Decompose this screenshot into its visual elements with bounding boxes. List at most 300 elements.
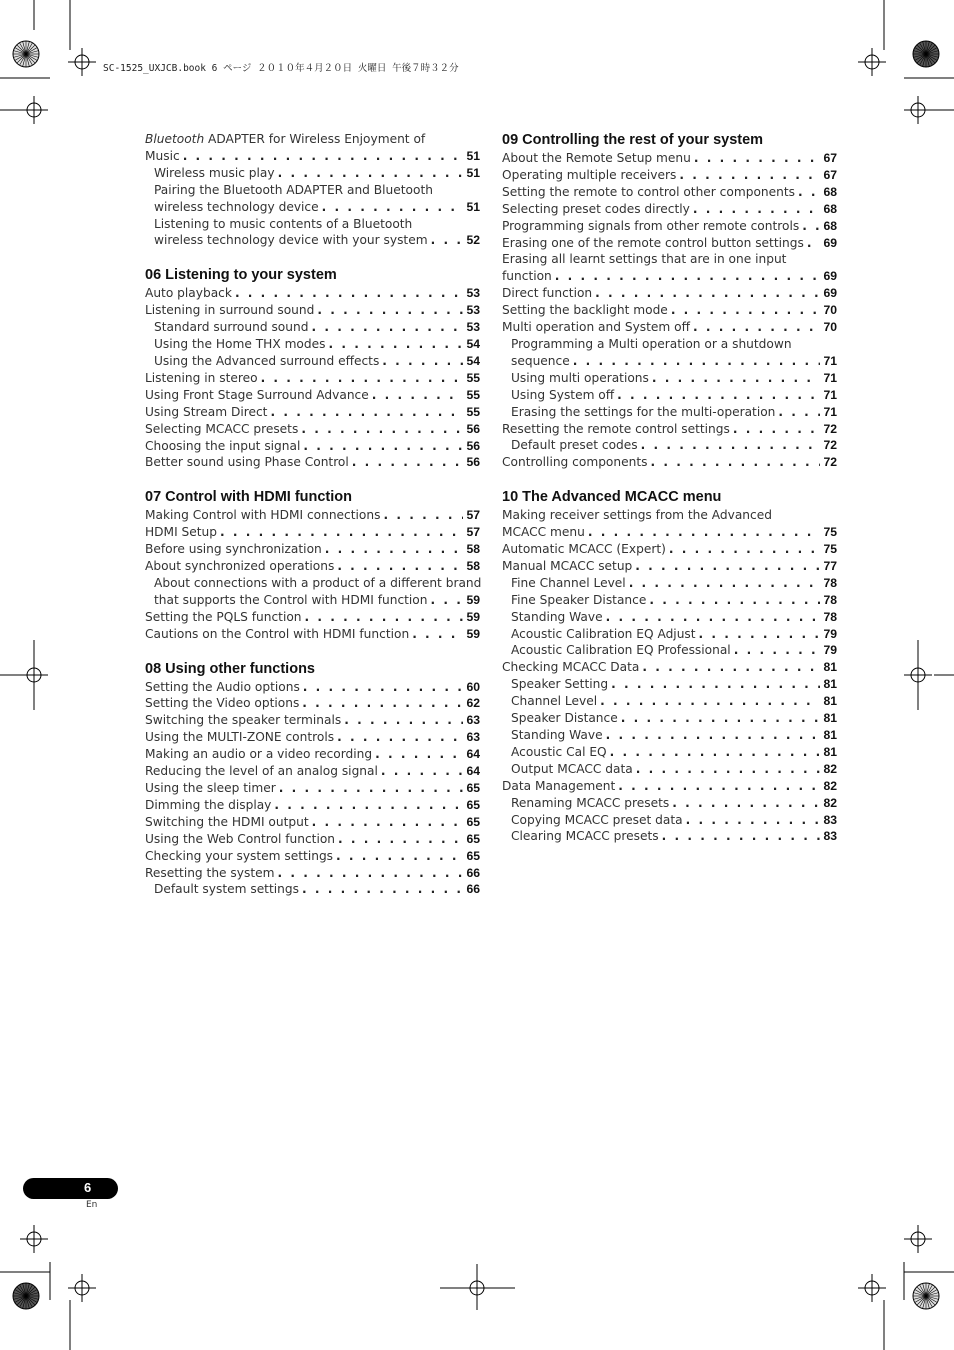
toc-entry-title: Automatic MCACC (Expert) <box>502 542 666 557</box>
toc-entry-title: Data Management <box>502 778 616 793</box>
toc-entry-title: About synchronized operations <box>145 559 335 574</box>
toc-entry[interactable] <box>145 831 480 848</box>
toc-entry-title: Clearing MCACC presets <box>511 829 659 844</box>
toc-entry-title: Using the MULTI-ZONE controls <box>145 730 335 745</box>
toc-page-number: 54 <box>466 337 480 352</box>
toc-entry[interactable] <box>145 524 480 541</box>
toc-entry[interactable] <box>145 507 480 524</box>
toc-entry-title: Selecting preset codes directly <box>502 201 690 216</box>
toc-leader-dots <box>277 865 463 882</box>
toc-page-number: 53 <box>466 320 480 335</box>
toc-page-number: 72 <box>823 455 837 470</box>
toc-entry[interactable] <box>145 609 480 626</box>
toc-leader-dots <box>636 761 821 778</box>
toc-leader-dots <box>381 763 464 780</box>
toc-leader-dots <box>641 437 821 454</box>
toc-entry-line: Pairing the Bluetooth ADAPTER and Bluetooth <box>154 182 433 197</box>
toc-page-number: 78 <box>823 592 837 607</box>
toc-entry-title: Dimming the display <box>145 797 272 812</box>
toc-entry[interactable] <box>502 370 837 387</box>
toc-entry[interactable] <box>145 695 480 712</box>
toc-entry[interactable] <box>502 167 837 184</box>
toc-page-number: 54 <box>466 353 480 368</box>
toc-page-number: 81 <box>823 744 837 759</box>
toc-entry-line: Programming a Multi operation or a shutdown <box>511 336 792 351</box>
toc-entry-title: HDMI Setup <box>145 525 218 540</box>
toc-leader-dots <box>431 592 464 609</box>
toc-leader-dots <box>303 679 464 696</box>
toc-entry-title: Erasing the settings for the multi-operation <box>511 404 776 419</box>
toc-entry[interactable] <box>502 575 837 592</box>
toc-page-number: 56 <box>466 455 480 470</box>
toc-leader-dots <box>671 302 821 319</box>
toc-entry[interactable] <box>145 712 480 729</box>
toc-page-number: 78 <box>823 575 837 590</box>
toc-entry[interactable] <box>502 795 837 812</box>
toc-entry-title: MCACC menu <box>502 525 585 540</box>
toc-leader-dots <box>317 302 463 319</box>
toc-leader-dots <box>802 218 820 235</box>
toc-entry[interactable] <box>502 592 837 609</box>
toc-page-number: 83 <box>823 829 837 844</box>
toc-entry[interactable] <box>145 285 480 302</box>
toc-page-number: 55 <box>466 387 480 402</box>
toc-leader-dots <box>431 232 464 249</box>
toc-entry[interactable] <box>145 182 480 216</box>
toc-entry-line: About connections with a product of a different brand <box>154 575 482 590</box>
toc-entry[interactable] <box>145 865 480 882</box>
page-language: En <box>86 1200 98 1210</box>
toc-entry-title: Acoustic Calibration EQ Professional <box>511 643 731 658</box>
toc-leader-dots <box>573 353 821 370</box>
toc-page-number: 83 <box>823 812 837 827</box>
toc-page-number: 63 <box>466 713 480 728</box>
toc-entry-title: Switching the HDMI output <box>145 814 309 829</box>
toc-entry[interactable] <box>502 319 837 336</box>
toc-leader-dots <box>606 609 821 626</box>
toc-entry[interactable] <box>502 626 837 643</box>
toc-entry[interactable] <box>502 184 837 201</box>
toc-entry-title: Standing Wave <box>511 609 603 624</box>
toc-leader-dots <box>312 814 464 831</box>
toc-leader-dots <box>679 167 820 184</box>
toc-page-number: 70 <box>823 303 837 318</box>
toc-leader-dots <box>302 695 463 712</box>
toc-entry-title: Setting the Audio options <box>145 679 300 694</box>
toc-page-number: 71 <box>823 353 837 368</box>
toc-entry[interactable] <box>502 659 837 676</box>
toc-page-number: 81 <box>823 660 837 675</box>
toc-entry-title: Acoustic Cal EQ <box>511 744 607 759</box>
toc-entry-title: wireless technology device <box>154 199 319 214</box>
toc-page-number: 56 <box>466 438 480 453</box>
toc-leader-dots <box>338 831 463 848</box>
toc-entry[interactable] <box>502 507 837 541</box>
toc-leader-dots <box>606 727 821 744</box>
toc-leader-dots <box>261 370 464 387</box>
toc-entry-title: Listening in stereo <box>145 370 258 385</box>
toc-entry[interactable] <box>145 165 480 182</box>
toc-section <box>502 488 837 845</box>
toc-entry[interactable] <box>145 216 480 250</box>
toc-page-number: 71 <box>823 370 837 385</box>
toc-entry-title: Speaker Setting <box>511 677 609 692</box>
toc-entry[interactable] <box>145 353 480 370</box>
toc-entry-title: Default preset codes <box>511 438 638 453</box>
toc-entry-title: Controlling components <box>502 455 648 470</box>
toc-leader-dots <box>303 438 463 455</box>
toc-page-number: 68 <box>823 218 837 233</box>
toc-entry[interactable] <box>502 828 837 845</box>
toc-entry-title: Resetting the remote control settings <box>502 421 730 436</box>
toc-section <box>145 660 480 899</box>
toc-leader-dots <box>302 881 463 898</box>
toc-page-number: 71 <box>823 387 837 402</box>
toc-entry-title: Setting the remote to control other components <box>502 184 795 199</box>
toc-leader-dots <box>652 370 821 387</box>
toc-entry-line: Listening to music contents of a Bluetooth <box>154 216 413 231</box>
toc-entry[interactable] <box>145 679 480 696</box>
toc-entry-title: Multi operation and System off <box>502 320 691 335</box>
toc-entry-title: Switching the speaker terminals <box>145 713 342 728</box>
toc-entry[interactable] <box>145 454 480 471</box>
toc-page-number: 65 <box>466 814 480 829</box>
toc-page-number: 57 <box>466 525 480 540</box>
toc-entry-title: Reducing the level of an analog signal <box>145 764 378 779</box>
toc-page-number: 69 <box>823 286 837 301</box>
toc-entry[interactable] <box>502 454 837 471</box>
toc-page-number: 53 <box>466 286 480 301</box>
toc-entry[interactable] <box>502 218 837 235</box>
toc-page-number: 82 <box>823 795 837 810</box>
toc-leader-dots <box>807 235 821 252</box>
toc-entry-title: Using Stream Direct <box>145 404 268 419</box>
toc-entry-title: Channel Level <box>511 694 598 709</box>
section-title[interactable]: 06 Listening to your system <box>145 267 337 284</box>
toc-page-number: 51 <box>466 165 480 180</box>
toc-entry-title: Operating multiple receivers <box>502 167 677 182</box>
toc-page-number: 81 <box>823 711 837 726</box>
toc-entry-title: Cautions on the Control with HDMI function <box>145 626 410 641</box>
toc-entry[interactable] <box>145 370 480 387</box>
toc-page-number: 59 <box>466 626 480 641</box>
toc-page-number: 79 <box>823 626 837 641</box>
toc-entry-title: Listening in surround sound <box>145 303 315 318</box>
toc-entry[interactable] <box>502 642 837 659</box>
toc-leader-dots <box>344 712 463 729</box>
toc-entry[interactable] <box>502 201 837 218</box>
toc-entry-italic: Bluetooth <box>145 132 205 146</box>
toc-entry[interactable] <box>145 404 480 421</box>
toc-entry-title: wireless technology device with your system <box>154 233 428 248</box>
toc-leader-dots <box>672 795 820 812</box>
toc-page-number: 81 <box>823 677 837 692</box>
toc-leader-dots <box>611 676 820 693</box>
toc-entry-title: Checking your system settings <box>145 848 334 863</box>
toc-page-number: 53 <box>466 303 480 318</box>
toc-leader-dots <box>305 609 464 626</box>
toc-leader-dots <box>621 710 821 727</box>
toc-entry-title: Default system settings <box>154 882 299 897</box>
page-number-tab <box>23 1178 118 1199</box>
toc-entry[interactable] <box>145 746 480 763</box>
toc-entry-title: Making an audio or a video recording <box>145 747 373 762</box>
toc-entry[interactable] <box>502 235 837 252</box>
toc-leader-dots <box>274 797 463 814</box>
toc-entry-title: Using Front Stage Surround Advance <box>145 387 369 402</box>
toc-leader-dots <box>798 184 820 201</box>
page-number: 6 <box>84 1180 92 1195</box>
toc-leader-dots <box>270 404 463 421</box>
toc-entry-title: Setting the PQLS function <box>145 609 302 624</box>
toc-leader-dots <box>669 541 821 558</box>
toc-page-number: 58 <box>466 559 480 574</box>
toc-entry-title: Using the Advanced surround effects <box>154 353 380 368</box>
toc-entry-title: About the Remote Setup menu <box>502 151 691 165</box>
toc-entry[interactable] <box>502 421 837 438</box>
toc-entry-title: function <box>502 269 552 284</box>
toc-section <box>145 488 480 642</box>
toc-entry[interactable] <box>502 778 837 795</box>
toc-page-number: 60 <box>466 679 480 694</box>
toc-page-number: 81 <box>823 694 837 709</box>
toc-entry-title: Wireless music play <box>154 165 275 180</box>
toc-entry-title: Using the Home THX modes <box>154 337 326 352</box>
section-title[interactable]: 10 The Advanced MCACC menu <box>502 489 722 506</box>
toc-page-number: 69 <box>823 235 837 250</box>
toc-page-number: 59 <box>466 609 480 624</box>
toc-entry-title: Output MCACC data <box>511 761 633 776</box>
toc-page-number: 65 <box>466 781 480 795</box>
toc-entry[interactable] <box>502 541 837 558</box>
toc-right-column <box>502 131 837 862</box>
toc-entry[interactable] <box>145 131 480 165</box>
toc-entry[interactable] <box>502 727 837 744</box>
toc-entry[interactable] <box>145 438 480 455</box>
print-header: SC-1525_UXJCB.book 6 ページ ２０１０年４月２０日 火曜日 午後７時３２分 <box>103 63 459 74</box>
toc-page-number: 59 <box>466 592 480 607</box>
toc-leader-dots <box>610 744 821 761</box>
toc-leader-dots <box>183 148 464 165</box>
toc-page-number: 75 <box>823 542 837 557</box>
toc-entry-title: sequence <box>511 353 570 368</box>
toc-entry[interactable] <box>145 319 480 336</box>
toc-entry-title: Using the Web Control function <box>145 831 336 846</box>
toc-leader-dots <box>699 626 821 643</box>
toc-leader-dots <box>662 828 821 845</box>
toc-entry[interactable] <box>145 387 480 404</box>
toc-leader-dots <box>311 319 463 336</box>
toc-leader-dots <box>635 558 820 575</box>
toc-page-number: 81 <box>823 728 837 742</box>
toc-page-number: 72 <box>823 438 837 453</box>
toc-page-number: 65 <box>466 831 480 846</box>
toc-entry[interactable] <box>502 336 837 370</box>
toc-section <box>145 266 480 471</box>
toc-leader-dots <box>301 421 463 438</box>
toc-entry[interactable] <box>145 797 480 814</box>
toc-page-number: 75 <box>823 525 837 540</box>
toc-entry-title: Using System off <box>511 387 615 402</box>
toc-entry-title: Better sound using Phase Control <box>145 455 349 470</box>
toc-leader-dots <box>337 729 463 746</box>
toc-entry[interactable] <box>145 558 480 575</box>
toc-entry[interactable] <box>502 404 837 421</box>
toc-leader-dots <box>383 507 463 524</box>
toc-entry[interactable] <box>502 558 837 575</box>
toc-entry[interactable] <box>502 744 837 761</box>
toc-page-number: 58 <box>466 542 480 557</box>
toc-entry-title: Using the sleep timer <box>145 781 276 795</box>
toc-entry-title: Music <box>145 148 180 163</box>
toc-page-number: 55 <box>466 404 480 419</box>
toc-leader-dots <box>278 165 464 182</box>
toc-entry[interactable] <box>145 575 480 609</box>
toc-entry[interactable] <box>145 881 480 898</box>
toc-page-number: 82 <box>823 761 837 776</box>
toc-leader-dots <box>693 319 820 336</box>
toc-leader-dots <box>328 336 463 353</box>
toc-page-number: 57 <box>466 508 480 523</box>
toc-page-number: 70 <box>823 320 837 335</box>
toc-entry-title: that supports the Control with HDMI function <box>154 592 428 607</box>
toc-entry[interactable] <box>145 780 480 797</box>
toc-entry-title: Direct function <box>502 286 593 301</box>
toc-leader-dots <box>337 558 463 575</box>
toc-entry-title: Auto playback <box>145 286 232 301</box>
toc-page-number: 71 <box>823 404 837 419</box>
toc-entry[interactable] <box>502 437 837 454</box>
toc-leader-dots <box>733 421 821 438</box>
toc-page-number: 68 <box>823 184 837 199</box>
toc-leader-dots <box>694 150 821 167</box>
toc-leader-dots <box>555 268 821 285</box>
toc-leader-dots <box>375 746 463 763</box>
toc-page-number: 67 <box>823 151 837 165</box>
toc-leader-dots <box>412 626 463 643</box>
toc-entry[interactable] <box>502 285 837 302</box>
toc-page-number: 72 <box>823 421 837 436</box>
toc-leader-dots <box>279 780 464 797</box>
toc-entry-title: Standard surround sound <box>154 320 309 335</box>
toc-leader-dots <box>778 404 820 421</box>
toc-leader-dots <box>352 454 464 471</box>
toc-entry[interactable] <box>145 302 480 319</box>
toc-entry-title: Manual MCACC setup <box>502 558 633 573</box>
toc-entry[interactable] <box>145 336 480 353</box>
toc-entry-title: Setting the backlight mode <box>502 303 668 318</box>
section-title[interactable]: 09 Controlling the rest of your system <box>502 132 764 148</box>
toc-entry-text: ADAPTER for Wireless Enjoyment of <box>204 132 426 146</box>
toc-entry-title: Erasing one of the remote control button settings <box>502 235 804 250</box>
toc-entry[interactable] <box>502 387 837 404</box>
toc-entry[interactable] <box>502 150 837 167</box>
toc-leader-dots <box>629 575 821 592</box>
toc-entry[interactable] <box>145 763 480 780</box>
toc-leader-dots <box>617 387 820 404</box>
toc-page-number: 82 <box>823 778 837 793</box>
toc-entry-title: Before using synchronization <box>145 542 322 557</box>
toc-entry-title: Selecting MCACC presets <box>145 421 299 436</box>
toc-section <box>145 131 480 249</box>
toc-entry[interactable] <box>502 710 837 727</box>
toc-entry[interactable] <box>502 812 837 829</box>
toc-entry-title: Fine Speaker Distance <box>511 592 647 607</box>
toc-page-number: 65 <box>466 848 480 863</box>
toc-page-number: 66 <box>466 882 480 897</box>
toc-entry[interactable] <box>145 421 480 438</box>
toc-page-number: 64 <box>466 764 480 779</box>
toc-entry[interactable] <box>502 251 837 285</box>
toc-entry[interactable] <box>145 814 480 831</box>
toc-entry-title: Setting the Video options <box>145 696 300 711</box>
toc-leader-dots <box>693 201 821 218</box>
toc-leader-dots <box>235 285 464 302</box>
toc-page-number: 77 <box>823 558 837 573</box>
toc-section <box>502 131 837 471</box>
toc-entry[interactable] <box>502 302 837 319</box>
toc-entry-line: Making receiver settings from the Advanced <box>502 508 772 523</box>
toc-entry[interactable] <box>502 761 837 778</box>
toc-page-number: 51 <box>466 148 480 163</box>
toc-entry-title: Fine Channel Level <box>511 575 626 590</box>
toc-page-number: 79 <box>823 643 837 658</box>
toc-entry[interactable] <box>145 848 480 865</box>
toc-leader-dots <box>588 524 821 541</box>
toc-page-number: 69 <box>823 269 837 284</box>
toc-entry-title: Standing Wave <box>511 728 603 742</box>
toc-leader-dots <box>220 524 463 541</box>
toc-entry[interactable] <box>502 609 837 626</box>
toc-page-number: 78 <box>823 609 837 624</box>
toc-leader-dots <box>642 659 820 676</box>
toc-leader-dots <box>650 454 820 471</box>
toc-leader-dots <box>595 285 820 302</box>
toc-entry-title: Choosing the input signal <box>145 438 301 453</box>
section-title[interactable]: 08 Using other functions <box>145 660 315 677</box>
toc-page-number: 67 <box>823 167 837 182</box>
toc-leader-dots <box>322 199 464 216</box>
toc-leader-dots <box>372 387 464 404</box>
toc-leader-dots <box>336 848 463 865</box>
toc-page-number: 66 <box>466 865 480 880</box>
toc-leader-dots <box>734 642 821 659</box>
toc-entry-title: Checking MCACC Data <box>502 660 640 675</box>
toc-entry[interactable] <box>145 541 480 558</box>
toc-leader-dots <box>325 541 464 558</box>
toc-leader-dots <box>649 592 820 609</box>
toc-leader-dots <box>600 693 820 710</box>
toc-entry[interactable] <box>502 676 837 693</box>
toc-page-number: 68 <box>823 201 837 216</box>
section-title[interactable]: 07 Control with HDMI function <box>145 489 353 506</box>
toc-entry-title: Programming signals from other remote controls <box>502 218 800 233</box>
toc-leader-dots <box>382 353 463 370</box>
toc-entry-line: Erasing all learnt settings that are in one input <box>502 252 787 267</box>
toc-leader-dots <box>686 812 821 829</box>
toc-entry-line <box>145 131 480 148</box>
toc-page-number: 56 <box>466 421 480 436</box>
toc-entry[interactable] <box>502 693 837 710</box>
toc-page-number: 52 <box>466 233 480 248</box>
toc-entry[interactable] <box>145 729 480 746</box>
toc-page-number: 65 <box>466 797 480 812</box>
toc-page-number: 51 <box>466 199 480 214</box>
toc-entry[interactable] <box>145 626 480 643</box>
toc-entry-title: Acoustic Calibration EQ Adjust <box>511 626 696 641</box>
toc-entry-title: Speaker Distance <box>511 711 618 726</box>
toc-entry-title: Using multi operations <box>511 370 649 385</box>
